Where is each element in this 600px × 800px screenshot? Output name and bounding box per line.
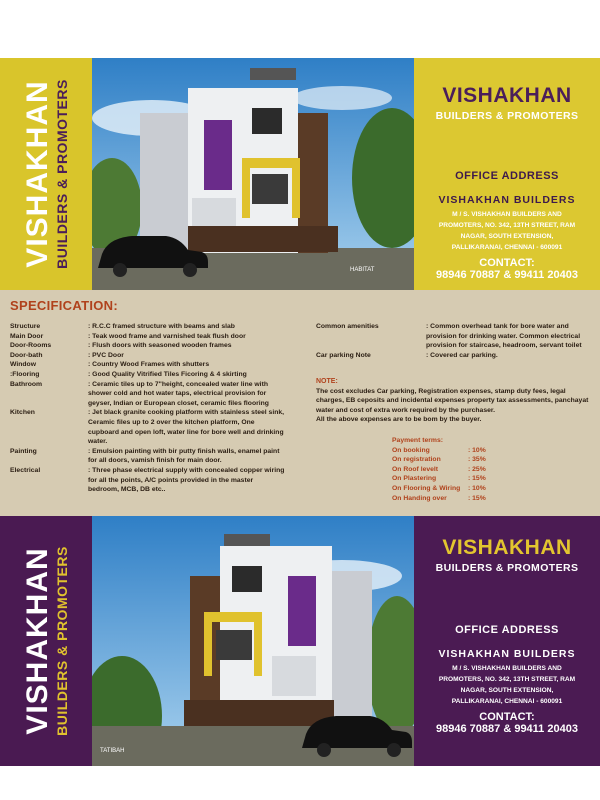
spec-key: Window bbox=[10, 361, 36, 369]
spec-value bbox=[88, 332, 310, 342]
address-line: M / S. VISHAKHAN BUILDERS AND bbox=[452, 211, 562, 218]
brand-name: VISHAKHAN bbox=[21, 80, 54, 268]
payment-value: : 25% bbox=[468, 465, 486, 473]
spec-value bbox=[88, 322, 310, 332]
specification-title: SPECIFICATION: bbox=[10, 298, 118, 313]
payment-label: On Plastering bbox=[392, 475, 437, 483]
note-line: All the above expenses are to be bom by the buyer. bbox=[316, 416, 482, 424]
amenity-row bbox=[316, 322, 596, 351]
vertical-brand bbox=[22, 546, 70, 736]
amenity-line: : Covered car parking. bbox=[426, 351, 498, 359]
spec-key: Structure bbox=[10, 323, 41, 330]
panel-brand-tagline: BUILDERS & PROMOTERS bbox=[435, 562, 579, 574]
payment-value: : 10% bbox=[468, 446, 486, 454]
payment-label: On Roof levelt bbox=[392, 465, 439, 473]
payment-terms bbox=[392, 436, 512, 503]
spec-line: water. bbox=[88, 438, 108, 446]
panel-brand-name: VISHAKHAN bbox=[442, 536, 572, 559]
spec-line: bedroom, MCB, DB etc.. bbox=[88, 486, 166, 494]
brand-name: VISHAKHAN bbox=[21, 547, 54, 735]
amenity-value bbox=[426, 322, 596, 351]
specification-list bbox=[10, 322, 310, 495]
building-photo bbox=[92, 58, 414, 290]
spec-key: Bathroom bbox=[10, 380, 43, 388]
spec-row bbox=[10, 341, 310, 351]
payment-heading: Payment terms: bbox=[392, 437, 443, 444]
payment-row bbox=[392, 446, 512, 456]
address-line: PALLIKARANAI, CHENNAI - 600091 bbox=[451, 244, 563, 251]
amenity-value bbox=[426, 351, 596, 361]
spec-value bbox=[88, 351, 310, 361]
spec-line: : Good Quality Vitrified Tiles Ficoring & 4 skirting bbox=[88, 370, 247, 378]
contact-label: CONTACT: bbox=[479, 257, 535, 269]
spec-key: Door-Rooms bbox=[10, 342, 52, 350]
payment-row bbox=[392, 484, 512, 494]
building-photo bbox=[92, 516, 414, 766]
spec-line: : PVC Door bbox=[88, 351, 124, 359]
spec-key: Kitchen bbox=[10, 409, 35, 417]
spec-line: : Flush doors with seasoned wooden frames bbox=[88, 342, 232, 350]
spec-line: : Country Wood Frames with shutters bbox=[88, 361, 210, 369]
amenity-row bbox=[316, 351, 596, 361]
amenity-line: : Common overhead tank for bore water and bbox=[426, 323, 569, 330]
spec-row bbox=[10, 370, 310, 380]
spec-key: Electrical bbox=[10, 466, 41, 474]
side-brand-strip bbox=[0, 58, 92, 290]
amenity-line: provision for drinking water. Common electrical bbox=[426, 332, 581, 340]
amenity-key: Car parking Note bbox=[316, 351, 371, 359]
note-line: charges, EB ceposits and incidental expenses property tax assessments, panchayat bbox=[316, 397, 589, 405]
payment-label: On registration bbox=[392, 456, 441, 464]
spec-value bbox=[88, 447, 310, 466]
photo-credit: TATIBAH bbox=[100, 748, 125, 754]
spec-line: : R.C.C framed structure with beams and slab bbox=[88, 323, 235, 330]
spec-value bbox=[88, 360, 310, 370]
address-line: PALLIKARANAI, CHENNAI - 600091 bbox=[451, 698, 563, 705]
brand-tagline: BUILDERS & PROMOTERS bbox=[54, 79, 70, 269]
spec-key: Door-bath bbox=[10, 351, 43, 359]
spec-line: for all the points, A/C points provided in the master bbox=[88, 476, 254, 484]
payment-label: On Handing over bbox=[392, 494, 447, 502]
office-address bbox=[414, 209, 600, 253]
spec-line: cupboard and open loft, water line for bore well and drinking bbox=[88, 428, 284, 436]
payment-label: On booking bbox=[392, 446, 430, 454]
spec-key: Main Door bbox=[10, 332, 44, 340]
office-info-panel bbox=[414, 58, 600, 290]
office-address-heading: OFFICE ADDRESS bbox=[455, 624, 559, 636]
vertical-brand bbox=[22, 79, 70, 269]
spec-line: : Teak wood frame and varnished teak flush door bbox=[88, 332, 246, 340]
spec-row bbox=[10, 447, 310, 466]
note-line: The cost excludes Car parking, Registration expenses, stamp duty fees, legal bbox=[316, 387, 566, 395]
photo-credit: HABITAT bbox=[350, 267, 375, 273]
spec-value bbox=[88, 370, 310, 380]
office-name: VISHAKHAN BUILDERS bbox=[438, 194, 576, 206]
payment-row bbox=[392, 474, 512, 484]
top-banner bbox=[0, 58, 600, 290]
contact-phones: 98946 70887 & 99411 20403 bbox=[436, 269, 578, 281]
spec-key: :Flooring bbox=[10, 370, 40, 378]
amenity-key: Common amenities bbox=[316, 323, 379, 330]
address-line: PROMOTERS, NO. 342, 13TH STREET, RAM bbox=[438, 222, 576, 229]
address-line: PROMOTERS, NO. 342, 13TH STREET, RAM bbox=[438, 676, 576, 683]
panel-brand-tagline: BUILDERS & PROMOTERS bbox=[435, 110, 579, 122]
spec-row bbox=[10, 332, 310, 342]
amenities-list bbox=[316, 322, 596, 360]
brand-tagline: BUILDERS & PROMOTERS bbox=[54, 546, 70, 736]
address-line: NAGAR, SOUTH EXTENSION, bbox=[460, 233, 554, 240]
spec-row bbox=[10, 322, 310, 332]
spec-value bbox=[88, 341, 310, 351]
amenity-line: provision for staircase, headroom, servant toilet bbox=[426, 342, 582, 350]
spec-line: : Three phase electrical supply with concealed copper wiring bbox=[88, 466, 285, 474]
contact-label: CONTACT: bbox=[479, 711, 535, 723]
spec-line: : Ceramic tiles up to 7"height, concealed water line with bbox=[88, 380, 268, 388]
payment-value: : 35% bbox=[468, 456, 486, 464]
spec-value bbox=[88, 408, 310, 446]
payment-value: : 15% bbox=[468, 475, 486, 483]
cost-note bbox=[316, 377, 596, 425]
spec-line: Ceramic files up to 2 over the kitchen platform, One bbox=[88, 418, 255, 426]
payment-row bbox=[392, 494, 512, 504]
contact-phones: 98946 70887 & 99411 20403 bbox=[436, 723, 578, 735]
specification-section bbox=[0, 290, 600, 516]
spec-row bbox=[10, 360, 310, 370]
office-address-heading: OFFICE ADDRESS bbox=[455, 170, 559, 182]
payment-row bbox=[392, 465, 512, 475]
spec-line: : Jet black granite cooking platform with stainless steel sink, bbox=[88, 409, 285, 417]
payment-value: : 10% bbox=[468, 484, 486, 492]
note-line: water and cost of extra work required by the purchaser. bbox=[316, 406, 496, 414]
spec-line: geyser, Indian or European closet, ceramic files flooring bbox=[88, 399, 269, 407]
office-address bbox=[414, 663, 600, 707]
bottom-banner bbox=[0, 516, 600, 766]
spec-value bbox=[88, 466, 310, 495]
spec-row bbox=[10, 466, 310, 495]
spec-line: for all doors, vamish finish for main door. bbox=[88, 457, 222, 465]
address-line: M / S. VISHAKHAN BUILDERS AND bbox=[452, 665, 562, 672]
panel-brand-name: VISHAKHAN bbox=[442, 84, 572, 107]
address-line: NAGAR, SOUTH EXTENSION, bbox=[460, 687, 554, 694]
office-name: VISHAKHAN BUILDERS bbox=[438, 648, 576, 660]
payment-label: On Flooring & Wiring bbox=[392, 484, 461, 492]
spec-row bbox=[10, 380, 310, 409]
office-info-panel bbox=[414, 516, 600, 766]
side-brand-strip bbox=[0, 516, 92, 766]
spec-line: shower cold and hot water taps, electrical provision for bbox=[88, 390, 267, 398]
spec-key: Painting bbox=[10, 447, 37, 455]
note-heading: NOTE: bbox=[316, 378, 338, 385]
spec-row bbox=[10, 351, 310, 361]
spec-line: : Emulsion painting with bir putty finish walls, enamel paint bbox=[88, 447, 280, 455]
payment-row bbox=[392, 455, 512, 465]
spec-row bbox=[10, 408, 310, 446]
spec-value bbox=[88, 380, 310, 409]
payment-value: : 15% bbox=[468, 494, 486, 502]
